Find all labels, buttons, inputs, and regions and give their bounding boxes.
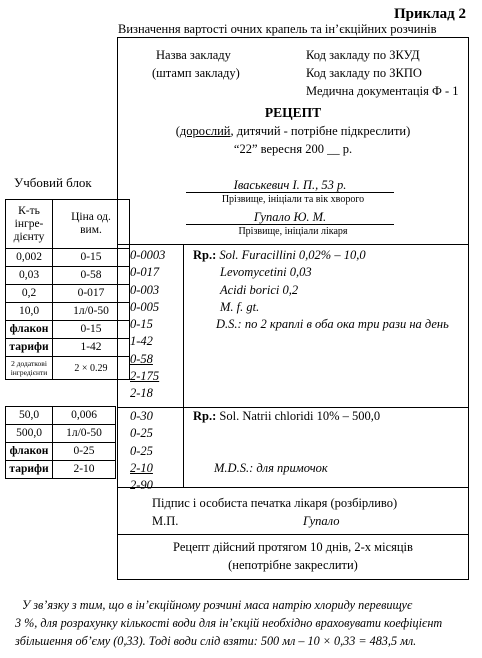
rx2-code: 0-25 [130, 443, 153, 458]
table-row [6, 357, 130, 380]
cell-quantity: 0,002 [6, 249, 53, 267]
rx1-body [193, 247, 449, 333]
code-zkud: Код закладу по ЗКУД [306, 48, 420, 62]
cell-quantity: флакон [6, 321, 53, 339]
rx2-line: Sol. Natrii chloridi 10% – 500,0 [216, 409, 381, 423]
cell-price: 1-42 [53, 339, 130, 357]
code-column-divider [183, 244, 184, 487]
cell-price: 1л/0-50 [53, 425, 116, 443]
age-rest: , дитячий - потрібне підкреслити) [230, 124, 411, 138]
rx2-code: 0-30 [130, 409, 153, 423]
rx1-code: 0-0003 [130, 248, 166, 262]
patient-caption: Прізвище, ініціали та вік хворого [221, 194, 365, 205]
cell-price: 0-15 [53, 321, 130, 339]
rx1-code: 2-175 [130, 369, 160, 384]
header-price: Ціна од. вим. [53, 200, 130, 249]
cell-quantity: 50,0 [6, 407, 53, 425]
rx1-code: 0-58 [130, 351, 153, 366]
recipe-title: РЕЦЕПТ [264, 105, 322, 120]
cell-quantity: 0,2 [6, 285, 53, 303]
age-adult: дорослий [179, 124, 231, 138]
study-table-2 [5, 406, 116, 479]
table-row [6, 321, 130, 339]
cell-quantity: 0,03 [6, 267, 53, 285]
patient-name: Іваськевич І. П., 53 р. [186, 178, 394, 193]
study-block-title: Учбовий блок [14, 175, 92, 190]
cell-quantity: тарифи [6, 339, 53, 357]
mp-label: М.П. [152, 514, 179, 528]
cell-price: 1л/0-50 [53, 303, 130, 321]
rx2-code: 2-10 [130, 460, 153, 475]
cell-quantity: 10,0 [6, 303, 53, 321]
header-quantity: К-ть інгре-дієнту [6, 200, 53, 249]
cell-price: 2-10 [53, 461, 116, 479]
code-zkpo: Код закладу по ЗКПО [306, 66, 422, 80]
divider-rx1 [118, 244, 468, 245]
table-row [6, 443, 116, 461]
rx2-codes [130, 408, 153, 494]
rx2-mds: M.D.S.: для примочок [214, 460, 328, 475]
rx2-code: 2-90 [130, 478, 153, 493]
rx1-code: 0-017 [130, 265, 160, 280]
rx1-code: 1-42 [130, 334, 153, 349]
cell-price: 0-017 [53, 285, 130, 303]
cell-quantity: 500,0 [6, 425, 53, 443]
cell-price: 0-25 [53, 443, 116, 461]
table-row [6, 303, 130, 321]
rx1-codes [130, 247, 165, 403]
rx2-code: 0-25 [130, 426, 153, 441]
age-line: (дорослий, дитячий - потрібне підкреслити) [175, 124, 411, 138]
rx1-code: 0-003 [130, 282, 160, 297]
rx1-label: Rp.: [193, 248, 217, 262]
cell-price: 2 × 0.29 [53, 357, 130, 380]
rx2-body [193, 408, 380, 477]
cell-price: 0,006 [53, 407, 116, 425]
doctor-caption: Прізвище, ініціали лікаря [238, 226, 348, 237]
signature-label: Підпис і особиста печатка лікаря (розбірливо) [152, 496, 398, 510]
rx1-line: Acidi borici 0,2 [220, 282, 299, 297]
rx1-line: M. f. gt. [220, 299, 260, 314]
prescription-form [117, 37, 469, 535]
table-row [6, 285, 130, 303]
rx2-label: Rp.: [193, 409, 217, 423]
institution-name: Назва закладу [156, 48, 231, 62]
rx1-line: Levomycetini 0,03 [220, 265, 312, 280]
validity-note: (непотрібне закреслити) [228, 558, 358, 572]
explanation-line: збільшення об’єму (0,33). Тоді води слід взяти: 500 мл – 10 × 0,33 = 483,5 мл. [15, 634, 417, 648]
table-row [6, 267, 130, 285]
medical-documentation: Медична документація Ф - 1 [306, 84, 459, 98]
cell-quantity: 2 додаткові інгредієнти [6, 357, 53, 380]
table-row [6, 339, 130, 357]
institution-stamp: (штамп закладу) [152, 66, 240, 80]
example-title: Приклад 2 [393, 6, 466, 22]
validity-box [117, 535, 469, 580]
table-header-row [6, 200, 130, 249]
cell-quantity: тарифи [6, 461, 53, 479]
rx1-code: 0-15 [130, 317, 153, 332]
table-row [6, 407, 116, 425]
table-row [6, 425, 116, 443]
divider-signature [118, 487, 468, 488]
doctor-name: Гупало Ю. М. [186, 210, 394, 225]
rx1-line: Sol. Furacillini 0,02% – 10,0 [216, 248, 366, 262]
doctor-signature: Гупало [303, 514, 340, 528]
table-row [6, 461, 116, 479]
rx1-code: 0-005 [130, 299, 160, 314]
rx1-line: D.S.: по 2 краплі в оба ока три рази на день [216, 317, 449, 332]
study-table-1 [5, 199, 130, 380]
example-subtitle: Визначення вартості очних крапель та ін’єкційних розчинів [118, 22, 437, 36]
rx1-code: 2-18 [130, 386, 153, 401]
cell-price: 0-15 [53, 249, 130, 267]
cell-price: 0-58 [53, 267, 130, 285]
validity-text: Рецепт дійсний протягом 10 днів, 2-х місяців [173, 540, 413, 554]
explanation-line: 3 %, для розрахунку кількості води для ін’єкцій необхідно враховувати коефіцієнт [15, 616, 443, 630]
prescription-date: “22” вересня 200 __ р. [233, 142, 353, 156]
cell-quantity: флакон [6, 443, 53, 461]
table-row [6, 249, 130, 267]
explanation-line: У зв’язку з тим, що в ін’єкційному розчині маса натрію хлориду перевищує [22, 598, 413, 612]
